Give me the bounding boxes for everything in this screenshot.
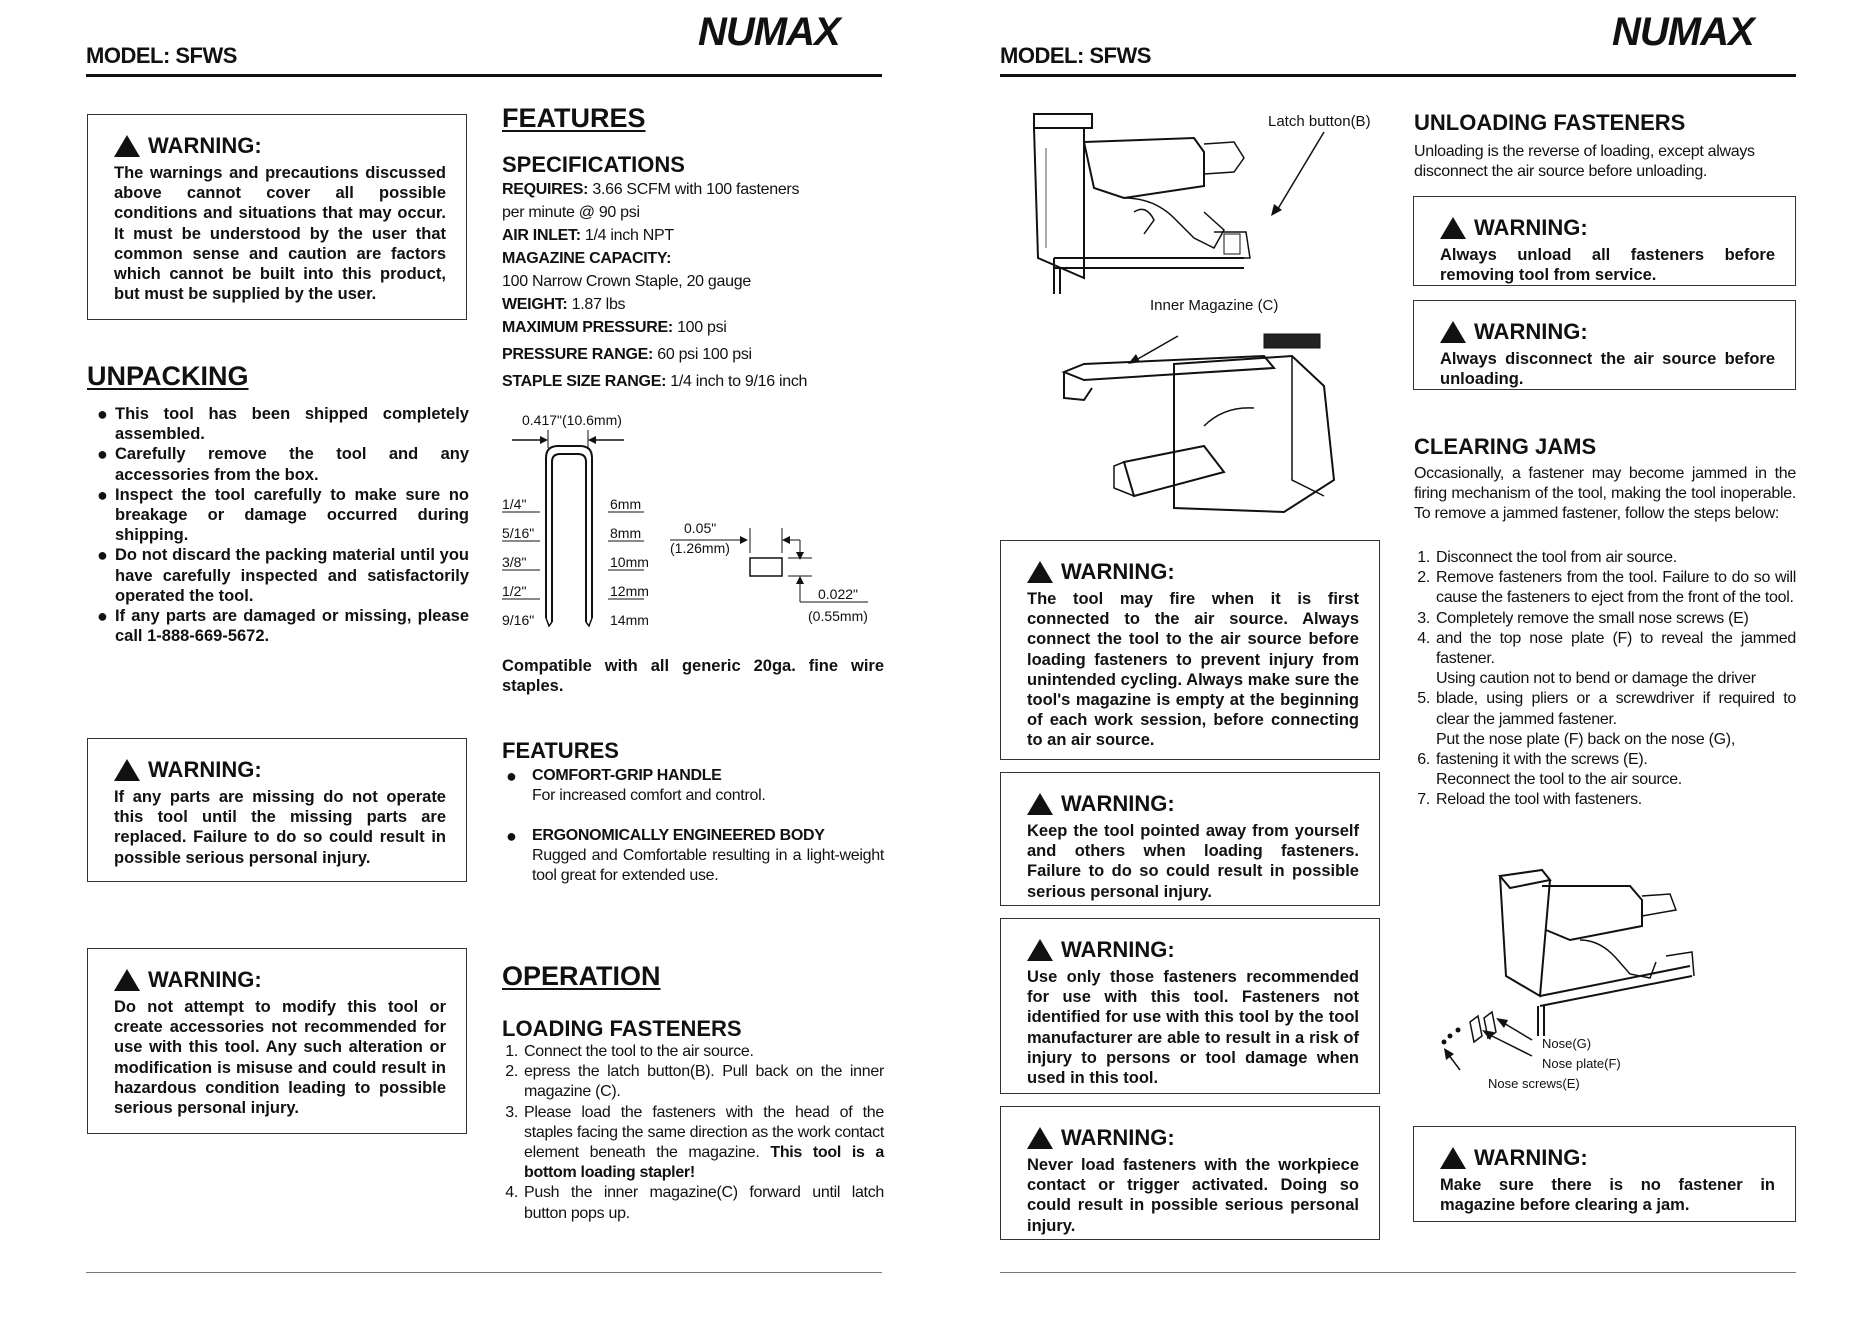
warning-triangle-icon (1027, 1127, 1053, 1149)
warning-text: Do not attempt to modify this tool or create accessories not recommended for use with this tool. Any such alteration or modification is misuse and could result in hazardous condition leading to possible serious personal injury. (114, 998, 446, 1118)
warning-box-modify (87, 948, 467, 1134)
warning-box-point-away (1000, 772, 1380, 906)
size-label-in: 5/16" (502, 525, 535, 541)
warning-triangle-icon (1440, 1147, 1466, 1169)
warning-text: Keep the tool pointed away from yourself and others when loading fasteners. Failure to do so could result in possible serious personal injury. (1027, 822, 1359, 901)
list-item: 2. epress the latch button(B). Pull back on the inner magazine (C). (505, 1063, 884, 1101)
unpacking-heading: UNPACKING (87, 361, 249, 391)
features-list (506, 766, 884, 886)
latch-button-label: Latch button(B) (1268, 113, 1371, 130)
unloading-heading: UNLOADING FASTENERS (1414, 110, 1686, 135)
list-item: 1. Disconnect the tool from air source. (1417, 549, 1677, 566)
warning-triangle-icon (114, 135, 140, 157)
list-item: 5. blade, using pliers or a screwdriver if required to clear the jammed fastener. (1417, 690, 1796, 728)
stapler-figure-nose (1430, 856, 1770, 1096)
warning-title: WARNING: (148, 757, 262, 782)
stapler-figure-magazine (1024, 296, 1384, 526)
list-item: ● ERGONOMICALLY ENGINEERED BODY Rugged and Comfortable resulting in a light-weight tool great for extended use. (506, 826, 884, 884)
unpacking-list (97, 404, 469, 646)
unloading-text: Unloading is the reverse of loading, except always disconnect the air source before unloading. (1414, 143, 1755, 181)
numax-logo-right: NUMAX (1612, 10, 1754, 54)
clearing-jams-heading: CLEARING JAMS (1414, 434, 1597, 459)
list-item: 6. fastening it with the screws (E). (1417, 751, 1648, 769)
warning-title: WARNING: (148, 133, 262, 158)
operation-heading: OPERATION (502, 961, 661, 991)
warning-text: The warnings and precautions discussed above cannot cover all possible conditions and situations that may occur. It must be understood by the user that common sense and caution are factors which cannot be built into this product, but must be supplied by the user. (114, 164, 446, 304)
list-item: ● Inspect the tool carefully to make sure no breakage or damage occurred during shipping. (97, 484, 469, 545)
nose-plate-label: Nose plate(F) (1542, 1056, 1621, 1071)
warning-box-fasteners (1000, 918, 1380, 1094)
warning-box-missing-parts (87, 738, 467, 882)
list-item: 1. Connect the tool to the air source. (505, 1043, 754, 1060)
wire-thick-label: 0.022" (818, 586, 859, 602)
list-item: 3. Completely remove the small nose screws (E) (1417, 609, 1749, 627)
spec-line: MAXIMUM PRESSURE: 100 psi (502, 319, 727, 336)
warning-text: Always unload all fasteners before removing tool from service. (1440, 246, 1775, 285)
list-item: ● Carefully remove the tool and any accessories from the box. (97, 444, 469, 484)
list-item: Put the nose plate (F) back on the nose (G), (1436, 730, 1735, 748)
right-model-label: MODEL: SFWS (1000, 43, 1151, 68)
warning-title: WARNING: (1061, 559, 1175, 584)
stapler-magazine-svg (1024, 296, 1384, 526)
spec-line: STAPLE SIZE RANGE: 1/4 inch to 9/16 inch (502, 373, 808, 390)
warning-triangle-icon (1027, 793, 1053, 815)
size-label-in: 9/16" (502, 612, 535, 628)
specifications-heading: SPECIFICATIONS (502, 152, 685, 177)
left-model-label: MODEL: SFWS (86, 43, 237, 68)
warning-title: WARNING: (1474, 1145, 1588, 1170)
wire-width-mm-label: (1.26mm) (670, 540, 730, 556)
stapler-figure-latch (1024, 108, 1384, 304)
warning-triangle-icon (114, 969, 140, 991)
numax-logo: NUMAX (698, 10, 840, 54)
warning-text: Use only those fasteners recommended for use with this tool. Fasteners not identified for use with this tool by the tool manufacturer are able to result in a risk of injury to persons or tool damage when used in this tool. (1027, 968, 1359, 1088)
list-item: ● This tool has been shipped completely assembled. (97, 404, 469, 444)
crown-width-label: 0.417"(10.6mm) (522, 412, 622, 428)
size-label-mm: 8mm (610, 525, 642, 541)
warning-box-disconnect (1413, 300, 1796, 390)
warning-triangle-icon (114, 759, 140, 781)
list-item: 2. Remove fasteners from the tool. Failure to do so will cause the fasteners to eject from the front of the tool. (1417, 569, 1796, 607)
left-header-rule (86, 74, 882, 77)
size-label-mm: 10mm (610, 554, 649, 570)
warning-triangle-icon (1027, 939, 1053, 961)
clearing-intro: Occasionally, a fastener may become jammed in the firing mechanism of the tool, making the tool inoperable. To remove a jammed fastener, follow the steps below: (1414, 465, 1796, 523)
list-item: 4. Push the inner magazine(C) forward until latch button pops up. (505, 1184, 884, 1222)
loading-steps (502, 1042, 884, 1224)
size-label-mm: 14mm (610, 612, 649, 628)
warning-title: WARNING: (1061, 937, 1175, 962)
list-item: Using caution not to bend or damage the driver (1436, 670, 1756, 688)
list-item: ● If any parts are damaged or missing, please call 1-888-669-5672. (97, 606, 469, 646)
warning-title: WARNING: (148, 967, 262, 992)
compatible-note: Compatible with all generic 20ga. fine wire staples. (502, 657, 884, 696)
spec-line: PRESSURE RANGE: 60 psi 100 psi (502, 346, 752, 363)
warning-title: WARNING: (1061, 1125, 1175, 1150)
size-label-in: 1/4" (502, 496, 527, 512)
size-label-mm: 6mm (610, 496, 642, 512)
wire-thick-mm-label: (0.55mm) (808, 608, 868, 624)
list-item: 3. Please load the fasteners with the head of the staples facing the same direction as the work contact element beneath the magazine. This tool is a bottom loading stapler! (505, 1103, 884, 1182)
list-item: 7. Reload the tool with fasteners. (1417, 791, 1642, 809)
wire-width-label: 0.05" (684, 520, 717, 536)
inner-magazine-label: Inner Magazine (C) (1150, 297, 1279, 314)
size-label-mm: 12mm (610, 583, 649, 599)
spec-line: WEIGHT: 1.87 lbs (502, 296, 626, 313)
warning-triangle-icon (1440, 321, 1466, 343)
staple-dimension-diagram (500, 408, 880, 638)
right-header-rule (1000, 74, 1796, 77)
spec-line: 100 Narrow Crown Staple, 20 gauge (502, 273, 751, 290)
left-footer-rule (86, 1272, 882, 1273)
warning-box-unload (1413, 196, 1796, 286)
warning-title: WARNING: (1061, 791, 1175, 816)
warning-text: Make sure there is no fastener in magazine before clearing a jam. (1440, 1176, 1775, 1215)
warning-text: The tool may fire when it is first connected to the air source. Always connect the tool to the air source before loading fasteners to prevent injury from unintended cycling. Always make sure the tool's magazine is empty at the beginning of each work session, before connecting to an air source. (1027, 590, 1359, 750)
specifications-list (502, 178, 842, 393)
list-item: ● COMFORT-GRIP HANDLE For increased comfort and control. (506, 766, 766, 804)
spec-line: per minute @ 90 psi (502, 204, 640, 221)
loading-fasteners-heading: LOADING FASTENERS (502, 1016, 742, 1041)
size-label-in: 3/8" (502, 554, 527, 570)
nose-label: Nose(G) (1542, 1036, 1592, 1051)
list-item: ● Do not discard the packing material until you have carefully inspected and satisfactorily operated the tool. (97, 545, 469, 605)
warning-triangle-icon (1027, 561, 1053, 583)
warning-box-trigger (1000, 1106, 1380, 1240)
warning-text: If any parts are missing do not operate this tool until the missing parts are replaced. Failure to do so could result in possible serious personal injury. (114, 788, 446, 867)
spec-line: AIR INLET: 1/4 inch NPT (502, 227, 674, 244)
right-footer-rule (1000, 1272, 1796, 1273)
nose-screws-label: Nose screws(E) (1488, 1076, 1580, 1091)
warning-text: Always disconnect the air source before unloading. (1440, 350, 1775, 389)
list-item: 4. and the top nose plate (F) to reveal the jammed fastener. (1417, 629, 1796, 668)
list-item: Reconnect the tool to the air source. (1436, 771, 1682, 789)
warning-title: WARNING: (1474, 215, 1588, 240)
stapler-latch-svg (1024, 108, 1384, 304)
warning-box-clear-jam (1413, 1126, 1796, 1222)
size-label-in: 1/2" (502, 583, 527, 599)
clearing-steps (1414, 548, 1796, 811)
warning-text: Never load fasteners with the workpiece contact or trigger activated. Doing so could result in possible serious personal injury. (1027, 1156, 1359, 1235)
warning-title: WARNING: (1474, 319, 1588, 344)
spec-line: MAGAZINE CAPACITY: (502, 250, 672, 267)
spec-line: REQUIRES: 3.66 SCFM with 100 fasteners (502, 181, 800, 198)
features-subheading: FEATURES (502, 738, 619, 763)
warning-triangle-icon (1440, 217, 1466, 239)
warning-box-first-connect (1000, 540, 1380, 760)
warning-box-general (87, 114, 467, 320)
features-main-heading: FEATURES (502, 103, 646, 133)
